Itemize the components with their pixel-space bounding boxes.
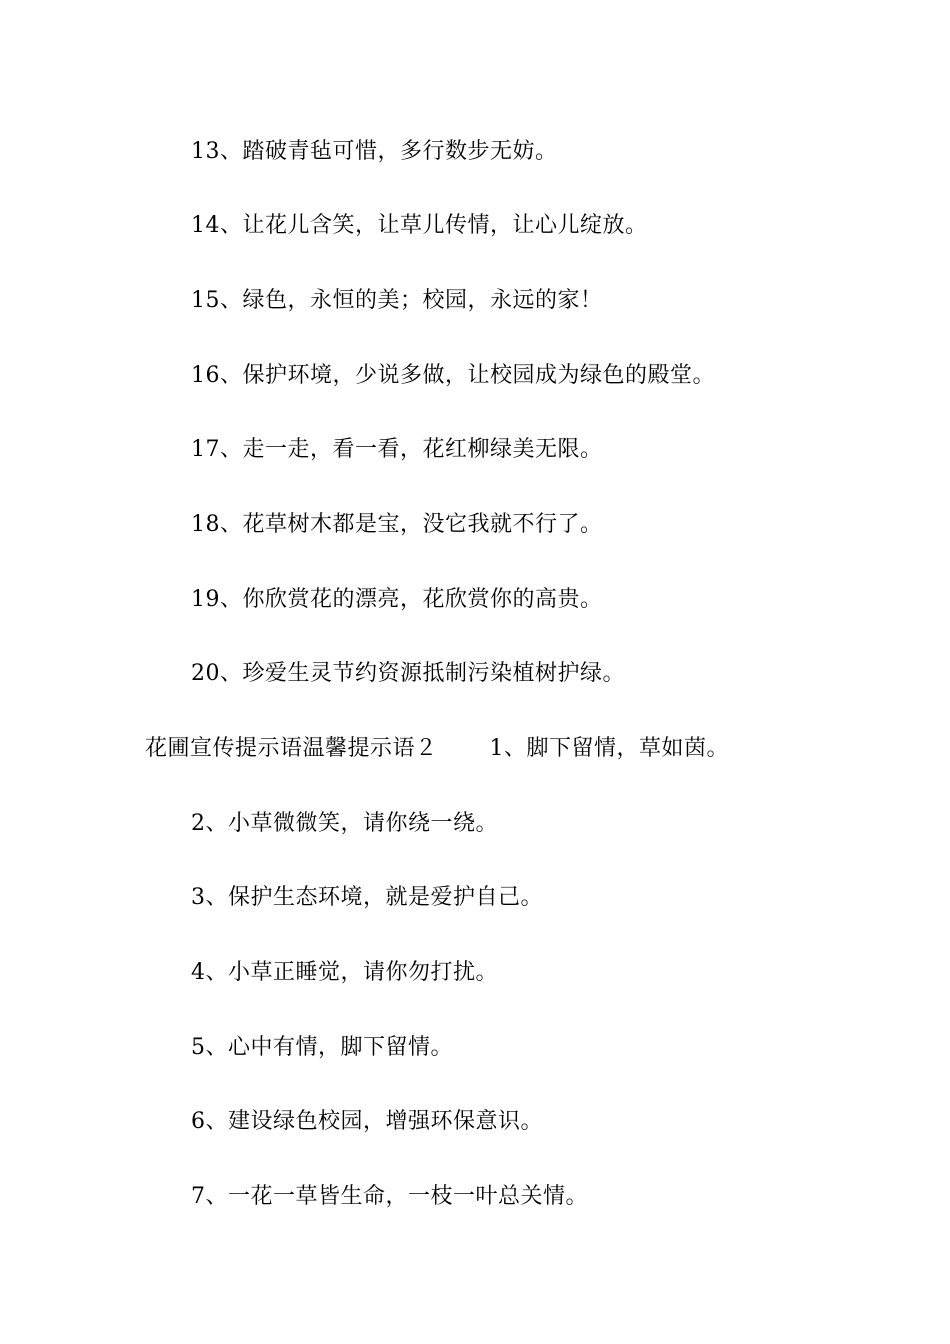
list-item: 15、绿色，永恒的美；校园，永远的家！ <box>191 288 603 313</box>
list-item: 13、踏破青毡可惜，多行数步无妨。 <box>191 139 558 164</box>
list-item: 17、走一走，看一看，花红柳绿美无限。 <box>191 437 603 462</box>
list-item: 14、让花儿含笑，让草儿传情，让心儿绽放。 <box>191 213 648 238</box>
list-item: 1、脚下留情，草如茵。 <box>489 736 730 761</box>
list-item: 5、心中有情，脚下留情。 <box>191 1035 453 1060</box>
section-heading: 花圃宣传提示语温馨提示语２ <box>145 736 438 761</box>
list-item: 2、小草微微笑，请你绕一绕。 <box>191 811 498 836</box>
list-item: 20、珍爱生灵节约资源抵制污染植树护绿。 <box>191 661 625 686</box>
list-item: 19、你欣赏花的漂亮，花欣赏你的高贵。 <box>191 587 603 612</box>
section-heading-row <box>145 734 729 764</box>
list-item: 3、保护生态环境，就是爱护自己。 <box>191 885 543 910</box>
list-item: 18、花草树木都是宝，没它我就不行了。 <box>191 512 603 537</box>
list-item: 16、保护环境，少说多做，让校园成为绿色的殿堂。 <box>191 363 715 388</box>
list-item: 7、一花一草皆生命，一枝一叶总关情。 <box>191 1184 588 1209</box>
list-item: 6、建设绿色校园，增强环保意识。 <box>191 1109 543 1134</box>
list-item: 4、小草正睡觉，请你勿打扰。 <box>191 960 498 985</box>
